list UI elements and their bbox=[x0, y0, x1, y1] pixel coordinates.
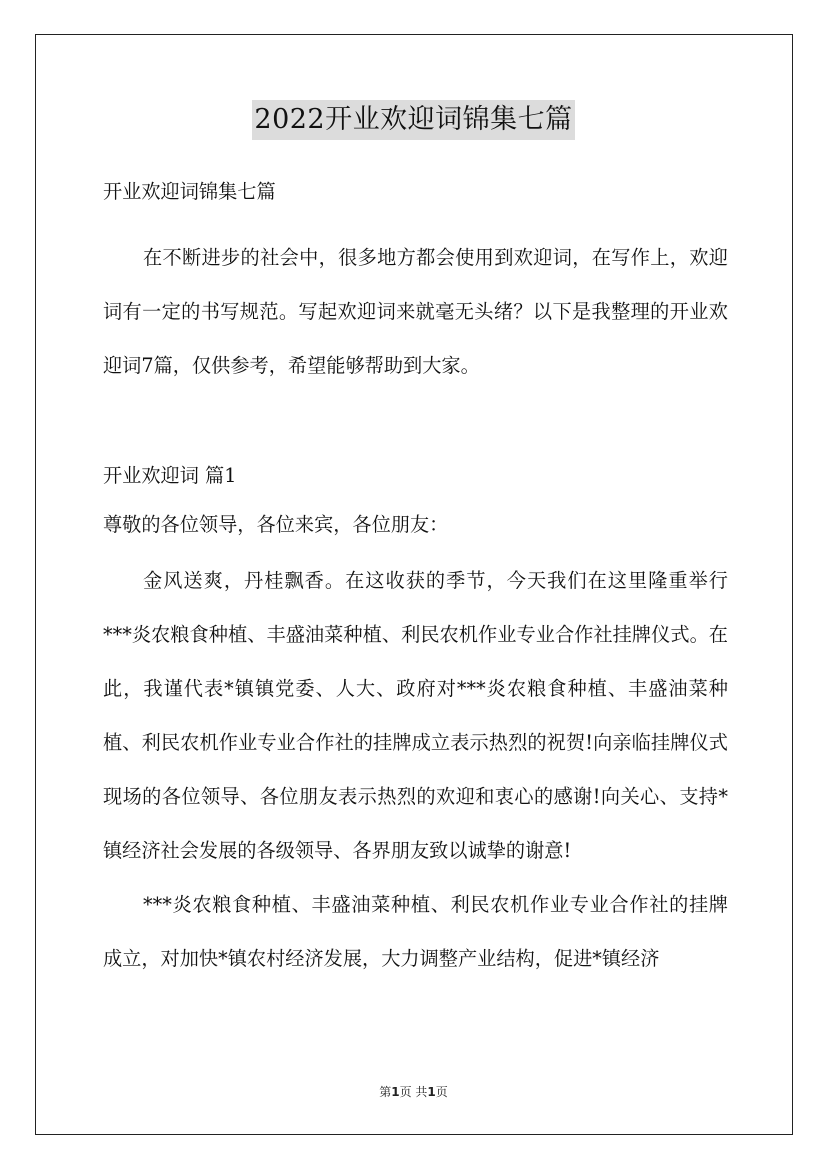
footer-page-number: 1 bbox=[391, 1085, 400, 1099]
footer-suffix: 页 bbox=[435, 1085, 448, 1099]
title-container bbox=[0, 100, 827, 140]
footer-mid: 页 共 bbox=[399, 1085, 428, 1099]
section-heading: 开业欢迎词 篇1 bbox=[103, 464, 237, 487]
footer-page-total: 1 bbox=[427, 1085, 436, 1099]
document-body bbox=[103, 173, 728, 986]
footer-prefix: 第 bbox=[379, 1085, 392, 1099]
body-paragraph-2: ***炎农粮食种植、丰盛油菜种植、利民农机作业专业合作社的挂牌成立，对加快*镇农村经济发展，大力调整产业结构，促进*镇经济 bbox=[103, 893, 728, 970]
body-paragraph-1: 金风送爽，丹桂飘香。在这收获的季节，今天我们在这里隆重举行***炎农粮食种植、丰盛油菜种植、利民农机作业专业合作社挂牌仪式。在此，我谨代表*镇镇党委、人大、政府对***炎农粮食种植、丰盛油菜种植、利民农机作业专业合作社的挂牌成立表示热烈的祝贺!向亲临挂牌仪式现场的各位领导、各位朋友表示热烈的欢迎和衷心的感谢!向关心、支持*镇经济社会发展的各级领导、各界朋友致以诚挚的谢意! bbox=[103, 569, 728, 862]
page-footer bbox=[0, 1083, 827, 1100]
document-title: 2022开业欢迎词锦集七篇 bbox=[252, 100, 574, 140]
intro-paragraph: 在不断进步的社会中，很多地方都会使用到欢迎词，在写作上，欢迎词有一定的书写规范。写起欢迎词来就毫无头绪？以下是我整理的开业欢迎词7篇，仅供参考，希望能够帮助到大家。 bbox=[103, 246, 728, 377]
document-subtitle: 开业欢迎词锦集七篇 bbox=[103, 180, 276, 203]
salutation: 尊敬的各位领导，各位来宾，各位朋友： bbox=[103, 513, 449, 536]
